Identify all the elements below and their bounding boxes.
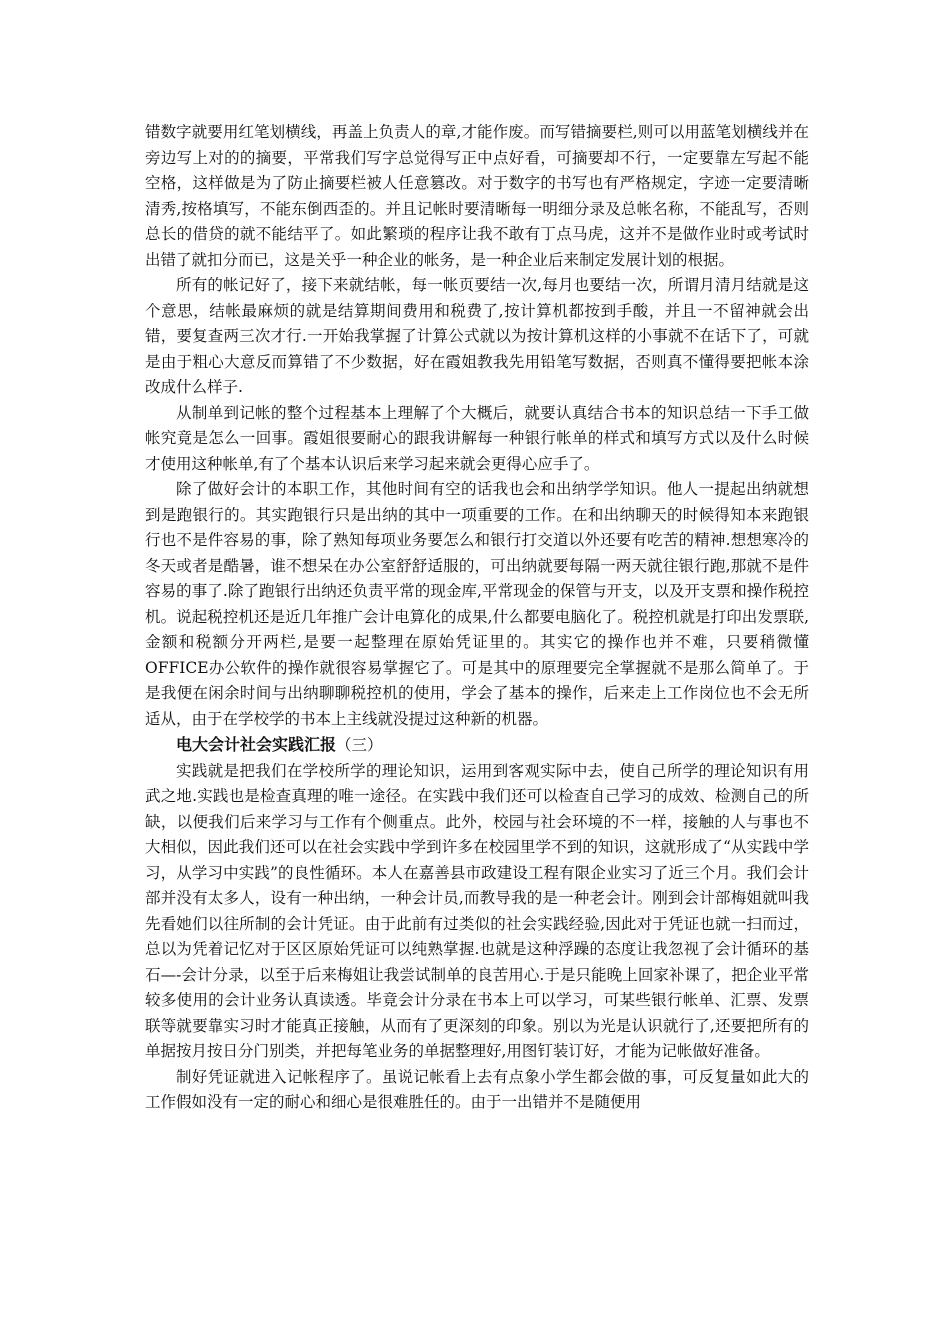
paragraph: 错数字就要用红笔划横线，再盖上负责人的章,才能作废。而写错摘要栏,则可以用蓝笔划横线并在旁边写上对的的摘要，平常我们写字总觉得写正中点好看，可摘要却不行，一定要靠左写起不能空格，这样做是为了防止摘要栏被人任意篡改。对于数字的书写也有严格规定，字迹一定要清晰清秀,按格填写，不能东倒西歪的。并且记帐时要清晰每一明细分录及总帐名称，不能乱写，否则总长的借贷的就不能结平了。如此繁琐的程序让我不敢有丁点马虎，这并不是做作业时或考试时出错了就扣分而已，这是关乎一种企业的帐务，是一种企业后来制定发展计划的根据。 (145, 123, 809, 269)
section-heading (145, 732, 809, 759)
paragraph: 除了做好会计的本职工作，其他时间有空的话我也会和出纳学学知识。他人一提起出纳就想到是跑银行的。其实跑银行只是出纳的其中一项重要的工作。在和出纳聊天的时候得知本来跑银行也不是件容易的事，除了熟知每项业务要怎么和银行打交道以外还要有吃苦的精神.想想寒冷的冬天或者是酷暑，谁不想呆在办公室舒舒适服的，可出纳就要每隔一两天就往银行跑,那就不是件容易的事了.除了跑银行出纳还负责平常的现金库,平常现金的保管与开支，以及开支票和操作税控机。说起税控机还是近几年推广会计电算化的成果,什么都要电脑化了。税控机就是打印出发票联,金额和税额分开两栏,是要一起整理在原始凭证里的。其实它的操作也并不难，只要稍微懂OFFICE办公软件的操作就很容易掌握它了。可是其中的原理要完全掌握就不是那么简单了。于是我便在闲余时间与出纳聊聊税控机的使用，学会了基本的操作，后来走上工作岗位也不会无所适从，由于在学校学的书本上主线就没提过这种新的机器。 (145, 480, 809, 728)
document-page (145, 120, 809, 1116)
section-heading-title: 电大会计社会实践汇报 (176, 735, 337, 754)
section-heading-number: （三） (336, 736, 383, 754)
paragraph: 实践就是把我们在学校所学的理论知识，运用到客观实际中去，使自己所学的理论知识有用武之地.实践也是检查真理的唯一途径。在实践中我们还可以检查自己学习的成效、检测自己的所缺，以便我们后来学习与工作有个侧重点。此外，校园与社会环境的不一样，接触的人与事也不大相似，因此我们还可以在社会实践中学到许多在校园里学不到的知识，这就形成了“从实践中学习，从学习中实践”的良性循环。本人在嘉善县市政建设工程有限企业实习了近三个月。我们会计部并没有太多人，设有一种出纳，一种会计员,而教导我的是一种老会计。刚到会计部梅姐就叫我先看她们以往所制的会计凭证。由于此前有过类似的社会实践经验,因此对于凭证也就一扫而过，总以为凭着记忆对于区区原始凭证可以纯熟掌握.也就是这种浮躁的态度让我忽视了会计循环的基石—-会计分录，以至于后来梅姐让我尝试制单的良苦用心.于是只能晚上回家补课了，把企业平常较多使用的会计业务认真读透。毕竟会计分录在书本上可以学习，可某些银行帐单、汇票、发票联等就要靠实习时才能真正接触，从而有了更深刻的印象。别以为光是认识就行了,还要把所有的单据按月按日分门别类，并把每笔业务的单据整理好,用图钉装订好，才能为记帐做好准备。 (145, 761, 809, 1060)
paragraph: 从制单到记帐的整个过程基本上理解了个大概后，就要认真结合书本的知识总结一下手工做帐究竟是怎么一回事。霞姐很要耐心的跟我讲解每一种银行帐单的样式和填写方式以及什么时候才使用这种帐单,有了个基本认识后来学习起来就会更得心应手了。 (145, 403, 809, 473)
paragraph: 所有的帐记好了，接下来就结帐，每一帐页要结一次,每月也要结一次，所谓月清月结就是这个意思，结帐最麻烦的就是结算期间费用和税费了,按计算机都按到手酸，并且一不留神就会出错，要复查两三次才行.一开始我掌握了计算公式就以为按计算机这样的小事就不在话下了，可就是由于粗心大意反而算错了不少数据，好在霞姐教我先用铅笔写数据，否则真不懂得要把帐本涂改成什么样子. (145, 276, 809, 396)
paragraph: 制好凭证就进入记帐程序了。虽说记帐看上去有点象小学生都会做的事，可反复量如此大的工作假如没有一定的耐心和细心是很难胜任的。由于一出错并不是随便用 (145, 1067, 809, 1111)
